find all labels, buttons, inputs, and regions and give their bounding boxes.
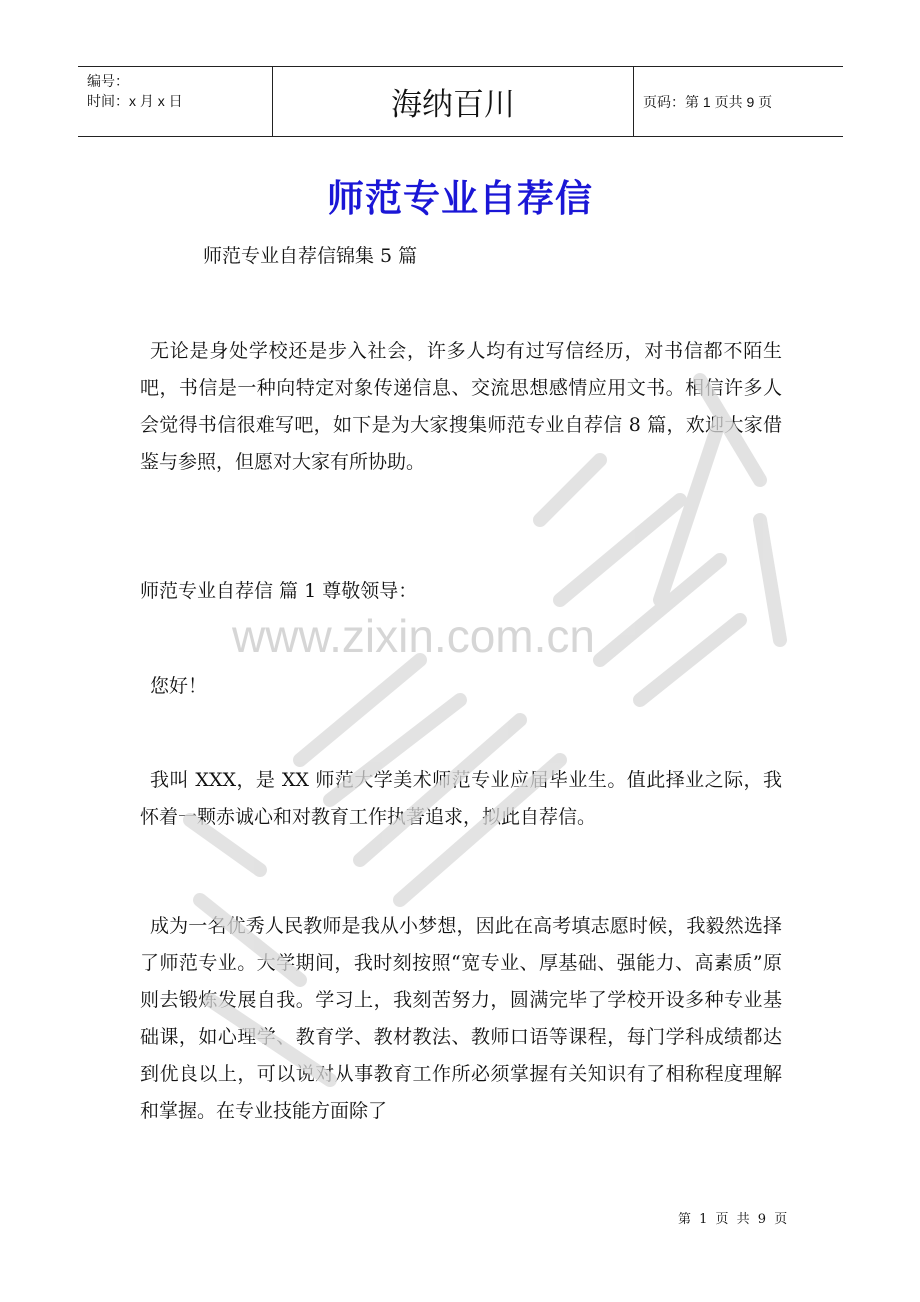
paragraph-self-intro [140, 762, 782, 836]
page-title: 师范专业自荐信 [327, 176, 593, 220]
page-indicator: 第 1 页 共 9 页 [678, 1212, 790, 1227]
paragraph-body [140, 908, 782, 1130]
header-table [78, 66, 843, 137]
subtitle: 师范专业自荐信锦集 5 篇 [203, 245, 418, 267]
paragraph-text: 您好！ [150, 675, 208, 697]
paragraph-text: 我叫 XXX，是 XX 师范大学美术师范专业应届毕业生。值此择业之际，我怀着一颗赤诚心和对教育工作执著追求，拟此自荐信。 [140, 769, 782, 828]
paragraph-text: 成为一名优秀人民教师是我从小梦想，因此在高考填志愿时候，我毅然选择了师范专业。大学期间，我时刻按照“宽专业、厚基础、强能力、高素质”原则去锻炼发展自我。学习上，我刻苦努力，圆满完毕了学校开设多种专业基础课，如心理学、教育学、教材教法、教师口语等课程，每门学科成绩都达到优良以上，可以说对从事教育工作所必须掌握有关知识有了相称程度理解和掌握。在专业技能方面除了 [140, 915, 782, 1122]
paragraph-greeting [140, 668, 782, 705]
company-name: 海纳百川 [273, 67, 634, 136]
paragraph-letter-heading [140, 573, 782, 610]
page-code: 页码：第 1 页共 9 页 [643, 93, 773, 110]
time-label: 时间：x 月 x 日 [87, 93, 183, 109]
paragraph-text: 师范专业自荐信 篇 1 尊敬领导： [140, 580, 418, 602]
paragraph-text: 无论是身处学校还是步入社会，许多人均有过写信经历，对书信都不陌生吧，书信是一种向特定对象传递信息、交流思想感情应用文书。相信许多人会觉得书信很难写吧，如下是为大家搜集师范专业自荐信 8 篇，欢迎大家借鉴与参照，但愿对大家有所协助。 [140, 340, 782, 473]
paragraph-intro [140, 333, 782, 481]
watermark-url: www.zixin.com.cn [232, 610, 595, 662]
header-left-cell [78, 67, 273, 136]
number-label: 编号： [87, 73, 129, 89]
